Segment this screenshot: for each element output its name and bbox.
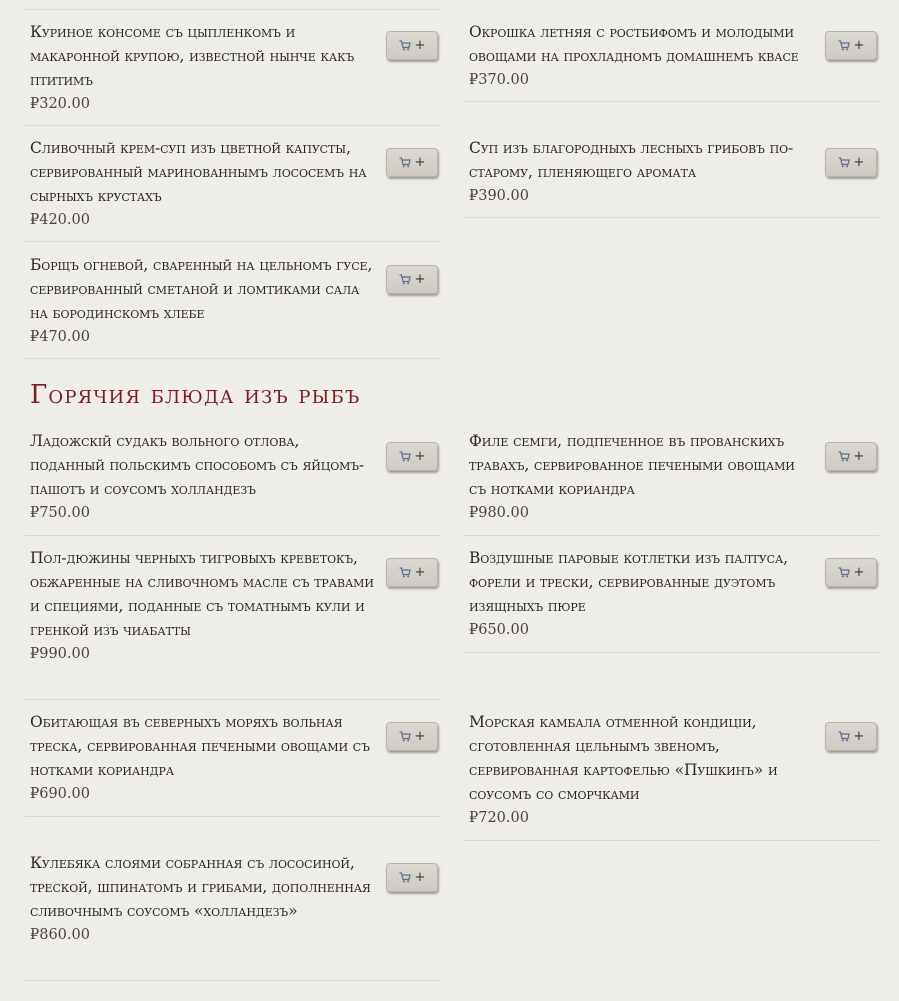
cart-icon	[399, 731, 411, 742]
divider	[25, 358, 440, 359]
item-name: Окрошка летняя с ростбифомъ и молодыми овощами на прохладномъ домашнемъ квасе	[469, 23, 799, 65]
item-price: ₽370.00	[469, 72, 529, 88]
plus-icon: +	[414, 729, 426, 744]
cart-icon	[838, 731, 850, 742]
divider	[25, 535, 440, 536]
item-price: ₽750.00	[30, 505, 90, 521]
item-price: ₽720.00	[469, 810, 529, 826]
item-name: Обитающая въ северныхъ моряхъ вольная треска, сервированная печеными овощами съ нотками кориандра	[30, 713, 370, 779]
item-name: Куриное консоме съ цыпленкомъ и макаронной крупою, известной нынче какъ птитимъ	[30, 23, 355, 89]
cart-icon	[399, 157, 411, 168]
divider	[25, 816, 440, 817]
cart-icon	[838, 451, 850, 462]
add-to-cart-button[interactable]	[386, 442, 438, 471]
item-name: Ладожскій судакъ вольного отлова, поданный польскимъ способомъ съ яйцомъ-пашотъ и соусомъ холландезъ	[30, 432, 365, 498]
divider	[25, 980, 440, 981]
plus-icon: +	[414, 38, 426, 53]
divider	[464, 840, 879, 841]
menu-item	[30, 136, 375, 232]
plus-icon: +	[414, 272, 426, 287]
add-to-cart-button[interactable]	[825, 148, 877, 177]
add-to-cart-button[interactable]	[386, 265, 438, 294]
item-name: Кулебяка слоями собранная съ лососиной, треской, шпинатомъ и грибами, дополненная сливочнымъ соусомъ «холландезъ»	[30, 854, 371, 920]
plus-icon: +	[853, 38, 865, 53]
cart-icon	[399, 451, 411, 462]
divider	[464, 217, 879, 218]
cart-icon	[838, 157, 850, 168]
menu-item	[469, 429, 814, 525]
item-price: ₽990.00	[30, 646, 90, 662]
divider	[25, 9, 440, 10]
item-price: ₽690.00	[30, 786, 90, 802]
item-name: Филе семги, подпеченное въ прованскихъ травахъ, сервированное печеными овощами съ нотками кориандра	[469, 432, 795, 498]
plus-icon: +	[853, 729, 865, 744]
add-to-cart-button[interactable]	[386, 148, 438, 177]
item-name: Пол-дюжины черныхъ тигровыхъ креветокъ, обжаренные на сливочномъ масле съ травами и специями, поданные съ томатнымъ кули и гренкой изъ чиабатты	[30, 549, 374, 639]
plus-icon: +	[414, 449, 426, 464]
cart-icon	[399, 40, 411, 51]
divider	[464, 101, 879, 102]
item-name: Суп изъ благородныхъ лесныхъ грибовъ по-старому, пленяющего аромата	[469, 139, 794, 181]
cart-icon	[399, 567, 411, 578]
item-price: ₽420.00	[30, 212, 90, 228]
divider	[25, 699, 440, 700]
item-name: Воздушные паровые котлетки изъ палтуса, форели и трески, сервированные дуэтомъ изящныхъ пюре	[469, 549, 789, 615]
menu-item	[469, 20, 814, 92]
item-name: Морская камбала отменной кондиціи, сготовленная цельнымъ звеномъ, сервированная картофелью «Пушкинъ» и соусомъ со сморчками	[469, 713, 778, 803]
item-price: ₽860.00	[30, 927, 90, 943]
cart-icon	[399, 274, 411, 285]
divider	[464, 652, 879, 653]
menu-item	[469, 136, 814, 208]
item-price: ₽650.00	[469, 622, 529, 638]
plus-icon: +	[414, 155, 426, 170]
item-name: Сливочный крем-суп изъ цветной капусты, сервированный маринованнымъ лососемъ на сырныхъ крустахъ	[30, 139, 367, 205]
item-name: Борщъ огневой, сваренный на цельномъ гусе, сервированный сметаной и ломтиками сала на бородинскомъ хлебе	[30, 256, 373, 322]
item-price: ₽980.00	[469, 505, 529, 521]
menu-item	[30, 429, 375, 525]
plus-icon: +	[853, 155, 865, 170]
menu-item	[30, 253, 375, 349]
item-price: ₽390.00	[469, 188, 529, 204]
item-price: ₽320.00	[30, 96, 90, 112]
cart-icon	[399, 872, 411, 883]
add-to-cart-button[interactable]	[386, 863, 438, 892]
menu-item	[30, 851, 375, 947]
item-price: ₽470.00	[30, 329, 90, 345]
add-to-cart-button[interactable]	[386, 722, 438, 751]
menu-item	[30, 710, 375, 806]
add-to-cart-button[interactable]	[825, 722, 877, 751]
plus-icon: +	[853, 449, 865, 464]
plus-icon: +	[853, 565, 865, 580]
menu-item	[469, 710, 814, 830]
add-to-cart-button[interactable]	[825, 558, 877, 587]
divider	[464, 535, 879, 536]
add-to-cart-button[interactable]	[825, 31, 877, 60]
add-to-cart-button[interactable]	[386, 558, 438, 587]
cart-icon	[838, 40, 850, 51]
menu-item	[469, 546, 814, 642]
section-title: Горячия блюда изъ рыбъ	[30, 380, 361, 410]
divider	[25, 125, 440, 126]
menu-item	[30, 20, 375, 116]
add-to-cart-button[interactable]	[825, 442, 877, 471]
menu-item	[30, 546, 375, 666]
plus-icon: +	[414, 870, 426, 885]
divider	[25, 241, 440, 242]
add-to-cart-button[interactable]	[386, 31, 438, 60]
plus-icon: +	[414, 565, 426, 580]
cart-icon	[838, 567, 850, 578]
